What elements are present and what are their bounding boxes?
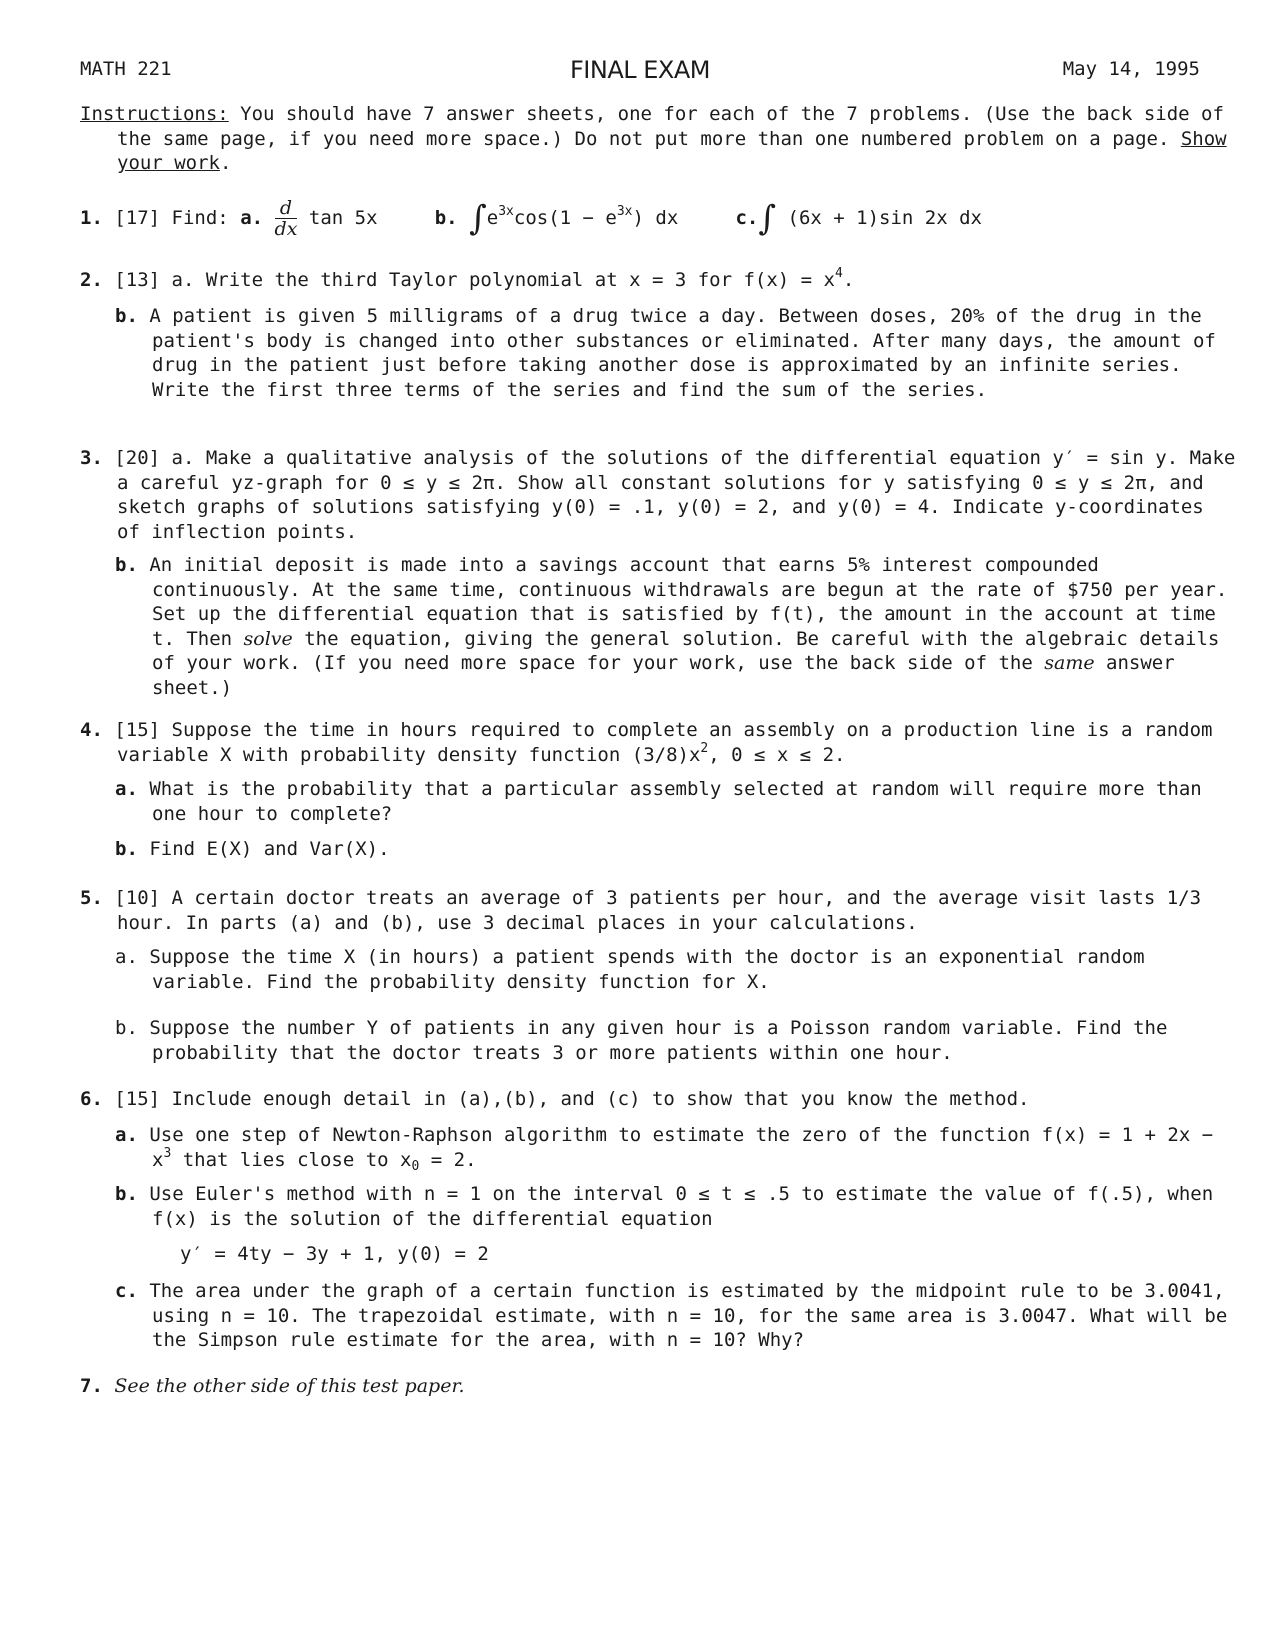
problem-text: [20] a. Make a qualitative analysis of the solutions of the differential equation y′ = sin y. Make a careful yz-graph for 0 ≤ y ≤ 2π. Show all constant solutions for y satisfying 0 ≤ y ≤ 2π, and sketch graphs of solutions satisfying y(0) = .1, y(0) = 2, and y(0) = 4. Indicate y-coordinates of inflection points.: [114, 447, 1236, 543]
part-text: A patient is given 5 milligrams of a drug twice a day. Between doses, 20% of the drug in the patient's body is changed into other substances or eliminated. After many days, the amount of drug in the patient just before taking another dose is approximated by an infinite series. Write the first three terms of the series and find the sum of the series.: [149, 305, 1216, 401]
problem-text: [13] a. Write the third Taylor polynomial at x = 3 for f(x) = x: [114, 269, 835, 291]
part-label: c.: [735, 207, 759, 229]
problem-number: 4.: [80, 719, 103, 741]
problem-number: 7.: [80, 1375, 103, 1397]
problem-2b: [115, 304, 1242, 402]
part-label: c.: [115, 1280, 138, 1302]
problem-number: 6.: [80, 1088, 103, 1110]
problem-4b: b. Find E(X) and Var(X).: [115, 838, 390, 860]
problem-4a: a. What is the probability that a particular assembly selected at random will require more than one hour to complete?: [115, 778, 1202, 825]
problem-3b: b. An initial deposit is made into a savings account that earns 5% interest compounded continuously. At the same time, continuous withdrawals are begun at the rate of $750 per year. Set up the differential equation that is satisfied by f(t), the amount in the account at time t. Then solve the equation, giving the general solution. Be careful with the algebraic details of your work. (If you need more space for your work, use the back side of the same answer sheet.): [115, 554, 1228, 699]
part-label: b.: [115, 305, 138, 327]
integral-sign: ∫: [469, 198, 487, 239]
problem-6c: c. The area under the graph of a certain function is estimated by the midpoint rule to be 3.0041, using n = 10. The trapezoidal estimate, with n = 10, for the same area is 3.0047. What will be the Simpson rule estimate for the area, with n = 10? Why?: [115, 1280, 1228, 1352]
derivative-fraction: $\frac{d}{dx}$: [274, 197, 298, 240]
part-label: a.: [240, 207, 264, 229]
part-a-expression: tan 5x: [308, 207, 378, 229]
euler-equation: y′ = 4ty − 3y + 1, y(0) = 2: [180, 1243, 489, 1265]
instructions: Instructions: You should have 7 answer sheets, one for each of the 7 problems. (Use the back side of the same page, if you need more space.) Do not put more than one numbered problem on a page. Show your work.: [80, 103, 1227, 175]
problem-6: 6. [15] Include enough detail in (a),(b), and (c) to show that you know the method.: [80, 1088, 1030, 1110]
problem-6b: b. Use Euler's method with n = 1 on the interval 0 ≤ t ≤ .5 to estimate the value of f(.5), when f(x) is the solution of the differential equation: [115, 1183, 1214, 1230]
integral-sign: ∫: [758, 198, 777, 239]
problem-number: 2.: [80, 269, 103, 291]
part-c-expression: (6x + 1)sin 2x dx: [787, 207, 982, 229]
problem-number: 1.: [80, 207, 103, 229]
problem-5a: a. Suppose the time X (in hours) a patient spends with the doctor is an exponential random variable. Find the probability density function for X.: [115, 946, 1145, 993]
part-label: b.: [115, 838, 138, 860]
instructions-text: You should have 7 answer sheets, one for each of the 7 problems. (Use the back side of the same page, if you need more space.) Do not put more than one numbered problem on a page.: [117, 103, 1224, 150]
show-work-text: Show your work: [117, 127, 1227, 175]
problem-5b: b. Suppose the number Y of patients in any given hour is a Poisson random variable. Find the probability that the doctor treats 3 or more patients within one hour.: [115, 1017, 1168, 1064]
problem-3: [80, 446, 1237, 544]
exam-date: May 14, 1995: [1062, 58, 1200, 80]
problem-4: 4. [15] Suppose the time in hours required to complete an assembly on a production line is a random variable X with probability density function $(3/8)x^2$, 0 ≤ x ≤ 2.: [80, 719, 1213, 766]
part-label: b.: [115, 1183, 138, 1205]
problem-6a: a. Use one step of Newton-Raphson algorithm to estimate the zero of the function $f(x) = 1 + 2x - x^3$ that lies close to $x_0 = 2$.: [115, 1124, 1214, 1174]
part-label: a.: [115, 946, 138, 968]
part-label: b.: [115, 1017, 138, 1039]
problem-number: 3.: [80, 447, 103, 469]
instructions-label: Instructions:: [80, 103, 229, 125]
page-title: FINAL EXAM: [570, 56, 710, 84]
part-label: a.: [115, 1124, 138, 1146]
part-label: a.: [115, 778, 138, 800]
part-label: b.: [115, 554, 138, 576]
problem-5: 5. [10] A certain doctor treats an average of 3 patients per hour, and the average visit lasts 1/3 hour. In parts (a) and (b), use 3 decimal places in your calculations.: [80, 887, 1202, 934]
problem-7: 7. See the other side of this test paper.: [80, 1375, 465, 1397]
course-code: MATH 221: [80, 58, 172, 80]
problem-1: 1. [17] Find: a. $\frac{d}{dx}$ tan 5x b. $\int e^{3x}\cos(1 - e^{3x})$ dx c.∫ (6x + 1)sin 2x dx: [80, 197, 982, 240]
part-label: b.: [434, 207, 458, 229]
problem-2: 2. [13] a. Write the third Taylor polynomial at x = 3 for $f(x) = x^4$.: [80, 266, 855, 291]
problem-points: [17] Find:: [114, 207, 229, 229]
problem-number: 5.: [80, 887, 103, 909]
